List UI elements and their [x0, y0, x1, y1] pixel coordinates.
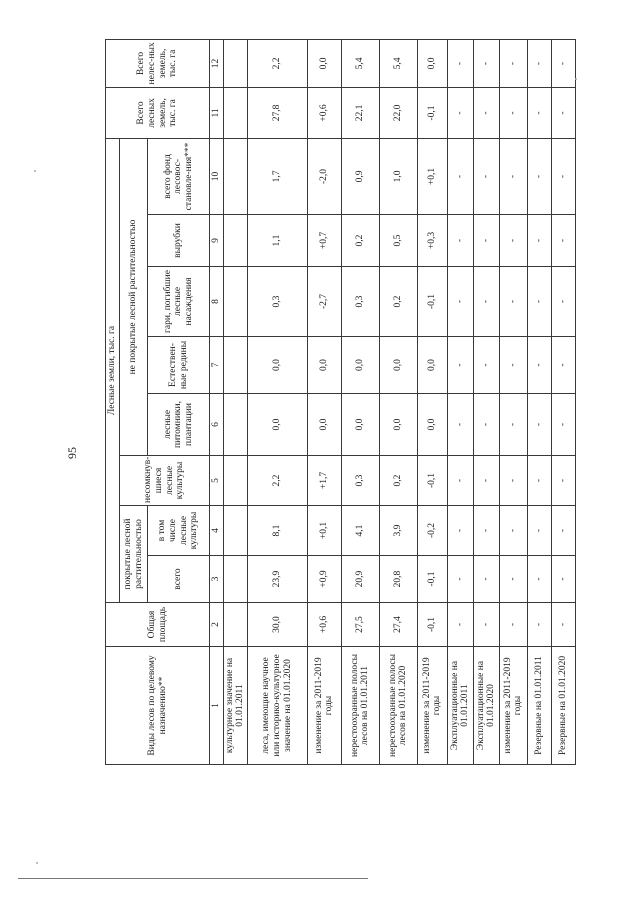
cell: -: [473, 337, 499, 394]
row-label: изменение за 2011-2019 годы: [499, 647, 527, 765]
cell: -: [527, 138, 551, 214]
cell: 0,0: [341, 337, 379, 394]
cell: -: [447, 337, 473, 394]
forest-land-table-frame: [105, 40, 569, 765]
cell: -: [447, 506, 473, 556]
cell: 27,5: [341, 603, 379, 647]
cell: -: [551, 337, 575, 394]
scan-speck: [34, 170, 36, 172]
cell: -: [551, 215, 575, 267]
header-species: Виды лесов по целевому назначению**: [106, 647, 210, 765]
cell: -2,0: [307, 138, 341, 214]
cell: -: [447, 267, 473, 337]
cell: 4,1: [341, 506, 379, 556]
cell: 0,3: [247, 267, 307, 337]
cell: 0,2: [379, 456, 417, 506]
cell: [223, 603, 247, 647]
cell: 1,1: [247, 215, 307, 267]
cell: -2,7: [307, 267, 341, 337]
forest-land-table: [105, 39, 576, 765]
row-label: изменение за 2011-2019 годы: [307, 647, 341, 765]
header-total-area: Общая площадь: [106, 603, 210, 647]
cell: -: [447, 87, 473, 138]
header-nurseries: лесные питомники, плантации: [148, 394, 210, 456]
row-label: культурное значение на 01.01.2011: [223, 647, 247, 765]
cell: [223, 215, 247, 267]
column-number: 2: [210, 603, 224, 647]
header-total-forest: Всего лесных земель, тыс. га: [106, 87, 210, 138]
cell: -0,1: [417, 456, 447, 506]
cell: 0,9: [341, 138, 379, 214]
table-row: [247, 39, 307, 764]
cell: 30,0: [247, 603, 307, 647]
cell: [223, 138, 247, 214]
cell: 0,0: [417, 39, 447, 87]
cell: -: [551, 506, 575, 556]
column-number: 4: [210, 506, 224, 556]
table-row: [379, 39, 417, 764]
table-row: [417, 39, 447, 764]
cell: -0,1: [417, 556, 447, 603]
cell: -: [527, 215, 551, 267]
cell: 22,0: [379, 87, 417, 138]
header-burned: гари, погибшие лесные насаждения: [148, 267, 210, 337]
cell: 0,0: [417, 337, 447, 394]
cell: -: [499, 87, 527, 138]
cell: -: [551, 556, 575, 603]
cell: 8,1: [247, 506, 307, 556]
cell: -: [499, 39, 527, 87]
cell: 0,0: [417, 394, 447, 456]
cell: -0,1: [417, 87, 447, 138]
cell: 1,0: [379, 138, 417, 214]
cell: 20,8: [379, 556, 417, 603]
cell: +0,1: [417, 138, 447, 214]
row-label: нерестоохранные полосы лесов на 01.01.2020: [379, 647, 417, 765]
cell: 23,9: [247, 556, 307, 603]
cell: -: [499, 456, 527, 506]
row-label: Эксплуатационные на 01.01.2020: [473, 647, 499, 765]
header-not-covered: не покрытые лесной растительностью: [120, 138, 148, 455]
cell: [223, 39, 247, 87]
header-forest-lands: Лесные земли, тыс. га: [106, 138, 120, 602]
cell: [223, 267, 247, 337]
cell: 0,0: [307, 337, 341, 394]
table-row: [341, 39, 379, 764]
cell: 3,9: [379, 506, 417, 556]
footer-rule: [18, 878, 368, 879]
cell: 1,7: [247, 138, 307, 214]
header-covered: покрытые лесной растительностью: [120, 506, 148, 603]
row-label: Эксплуатационные на 01.01.2011: [447, 647, 473, 765]
cell: +0,3: [417, 215, 447, 267]
table-row: [551, 39, 575, 764]
column-number: 5: [210, 456, 224, 506]
cell: -: [551, 267, 575, 337]
page-number: 95: [65, 447, 79, 459]
column-number: 7: [210, 337, 224, 394]
cell: -: [447, 556, 473, 603]
cell: [223, 506, 247, 556]
cell: 0,5: [379, 215, 417, 267]
header-covered-plantations: в том числе лесные культуры: [148, 506, 210, 556]
cell: -: [473, 138, 499, 214]
cell: -: [551, 39, 575, 87]
cell: -: [473, 267, 499, 337]
cell: 0,0: [247, 394, 307, 456]
cell: 0,0: [379, 337, 417, 394]
cell: 0,3: [341, 456, 379, 506]
column-number: 11: [210, 87, 224, 138]
table-row: [447, 39, 473, 764]
cell: -: [473, 556, 499, 603]
cell: -: [447, 456, 473, 506]
cell: 5,4: [341, 39, 379, 87]
cell: 22,1: [341, 87, 379, 138]
row-label: нерестоохранные полосы лесов на 01.01.2011: [341, 647, 379, 765]
cell: +0,1: [307, 506, 341, 556]
cell: 20,9: [341, 556, 379, 603]
column-number: 6: [210, 394, 224, 456]
column-number: 10: [210, 138, 224, 214]
cell: -: [527, 39, 551, 87]
cell: -: [473, 39, 499, 87]
cell: -: [499, 556, 527, 603]
cell: 0,0: [307, 394, 341, 456]
cell: 0,2: [379, 267, 417, 337]
table-row: [473, 39, 499, 764]
cell: 2,2: [247, 39, 307, 87]
cell: +0,7: [307, 215, 341, 267]
cell: 0,0: [341, 394, 379, 456]
header-covered-total: всего: [148, 556, 210, 603]
cell: -: [499, 267, 527, 337]
cell: -: [473, 456, 499, 506]
cell: [223, 456, 247, 506]
table-row: [307, 39, 341, 764]
row-label: Резервные на 01.01.2020: [551, 647, 575, 765]
cell: 5,4: [379, 39, 417, 87]
cell: [223, 337, 247, 394]
cell: 27,8: [247, 87, 307, 138]
cell: -: [447, 603, 473, 647]
header-unclosed-cultures: несомкнув-шиеся лесные культуры: [120, 456, 210, 506]
row-label: Резервные на 01.01.2011: [527, 647, 551, 765]
column-number: 3: [210, 556, 224, 603]
cell: -: [551, 394, 575, 456]
cell: -: [447, 138, 473, 214]
cell: [223, 87, 247, 138]
cell: -0,1: [417, 603, 447, 647]
cell: -: [499, 215, 527, 267]
cell: +0,6: [307, 603, 341, 647]
cell: 0,0: [247, 337, 307, 394]
table-row: [499, 39, 527, 764]
cell: -: [447, 39, 473, 87]
header-reforestation-fund: всего фонд лесовос-становле-ния***: [148, 138, 210, 214]
cell: 0,0: [379, 394, 417, 456]
cell: -: [551, 603, 575, 647]
cell: -: [499, 337, 527, 394]
cell: -: [527, 87, 551, 138]
row-label: леса, имеющие научное или историко-культурное значение на 01.01.2020: [247, 647, 307, 765]
column-number: 12: [210, 39, 224, 87]
cell: -: [499, 394, 527, 456]
cell: -: [473, 394, 499, 456]
row-label: изменение за 2011-2019 годы: [417, 647, 447, 765]
header-total-nonforest: Всего нелес-ных земель, тыс. га: [106, 39, 210, 87]
cell: -: [527, 556, 551, 603]
cell: +1,7: [307, 456, 341, 506]
cell: [223, 394, 247, 456]
cell: -0,2: [417, 506, 447, 556]
column-number: 9: [210, 215, 224, 267]
cell: -: [447, 394, 473, 456]
cell: -: [551, 87, 575, 138]
cell: 27,4: [379, 603, 417, 647]
cell: -: [551, 138, 575, 214]
cell: -: [551, 456, 575, 506]
scan-speck: [575, 78, 577, 80]
cell: -: [473, 506, 499, 556]
table-row: [223, 39, 247, 764]
column-number: 1: [210, 647, 224, 765]
cell: -: [527, 394, 551, 456]
cell: -: [473, 603, 499, 647]
cell: [223, 556, 247, 603]
header-clearcuts: вырубки: [148, 215, 210, 267]
cell: 0,3: [341, 267, 379, 337]
cell: -: [499, 603, 527, 647]
cell: -: [473, 215, 499, 267]
cell: +0,9: [307, 556, 341, 603]
cell: -: [499, 138, 527, 214]
cell: -: [499, 506, 527, 556]
scan-speck: [36, 862, 38, 864]
table-row: [527, 39, 551, 764]
cell: 0,2: [341, 215, 379, 267]
cell: -0,1: [417, 267, 447, 337]
cell: -: [527, 506, 551, 556]
column-number: 8: [210, 267, 224, 337]
header-natural-clearings: Естествен-ные редины: [148, 337, 210, 394]
cell: -: [447, 215, 473, 267]
cell: -: [527, 603, 551, 647]
cell: 0,0: [307, 39, 341, 87]
cell: 2,2: [247, 456, 307, 506]
cell: -: [527, 337, 551, 394]
cell: -: [473, 87, 499, 138]
cell: -: [527, 456, 551, 506]
cell: -: [527, 267, 551, 337]
cell: +0,6: [307, 87, 341, 138]
